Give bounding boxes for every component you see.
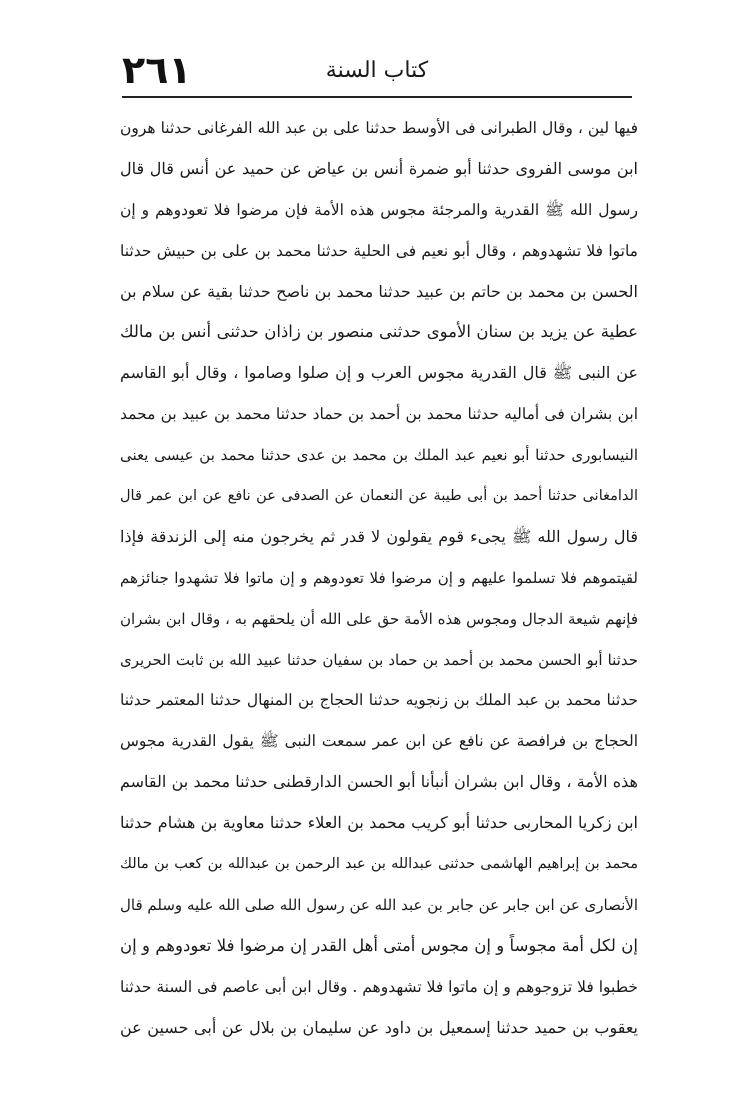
book-title: كتاب السنة — [325, 58, 429, 83]
text-line: الدامغانى حدثنا أحمد بن أبى طيبة عن النعمان عن الصدفى عن نافع عن ابن عمر قال — [120, 488, 638, 505]
text-line: فيها لين ، وقال الطبرانى فى الأوسط حدثنا على بن عبد الله الفرغانى حدثنا هرون — [120, 119, 638, 137]
text-line: لقيتموهم فلا تسلموا عليهم و إن مرضوا فلا تعودوهم و إن ماتوا فلا تشهدوا جنائزهم — [120, 568, 638, 587]
text-line: ابن زكريا المحاربى حدثنا أبو كريب محمد بن العلاء حدثنا معاوية بن هشام حدثنا — [120, 813, 638, 833]
page-header — [122, 48, 632, 96]
page-number: ٢٦١ — [122, 48, 192, 92]
text-line: ابن بشران فى أماليه حدثنا محمد بن أحمد بن حماد حدثنا محمد بن عبيد بن محمد — [120, 405, 638, 424]
text-line: رسول الله ﷺ القدرية والمرجئة مجوس هذه الأمة فإن مرضوا فلا تعودوهم و إن — [120, 200, 638, 219]
text-line: قال رسول الله ﷺ يجىء قوم يقولون لا قدر ثم يخرجون منه إلى الزندقة فإذا — [120, 526, 638, 546]
text-line: إن لكل أمة مجوساً و إن مجوس أمتى أهل القدر إن مرضوا فلا تعودوهم و إن — [120, 935, 638, 955]
text-line: الحجاج بن فرافصة عن نافع عن ابن عمر سمعت النبى ﷺ يقول القدرية مجوس — [120, 732, 638, 751]
page-body-text — [120, 108, 638, 1048]
text-line: يعقوب بن حميد حدثنا إسمعيل بن داود عن سليمان بن بلال عن أبى حسين عن — [120, 1017, 638, 1037]
text-line: النيسابورى حدثنا أبو نعيم عبد الملك بن محمد بن عدى حدثنا محمد بن عيسى يعنى — [120, 446, 638, 465]
text-line: عن النبى ﷺ قال القدرية مجوس العرب و إن صلوا وصاموا ، وقال أبو القاسم — [120, 363, 638, 383]
text-line: ماتوا فلا تشهدوهم ، وقال أبو نعيم فى الحلية حدثنا محمد بن على بن حبيش حدثنا — [120, 241, 638, 260]
text-line: فإنهم شيعة الدجال ومجوس هذه الأمة حق على الله أن يلحقهم به ، وقال ابن بشران — [120, 609, 638, 628]
text-line: محمد بن إبراهيم الهاشمى حدثنى عبدالله بن عبد الرحمن بن عبدالله بن كعب بن مالك — [120, 856, 638, 873]
text-line: الأنصارى عن ابن جابر عن جابر بن عبد الله عن رسول الله صلى الله عليه وسلم قال — [120, 895, 638, 914]
text-line: حدثنا محمد بن عبد الملك بن زنجويه حدثنا الحجاج بن المنهال حدثنا المعتمر حدثنا — [120, 691, 638, 710]
text-line: حدثنا أبو الحسن محمد بن أحمد بن حماد بن سفيان حدثنا عبيد الله بن ثابت الحريرى — [120, 650, 638, 669]
text-line: الحسن بن محمد بن حاتم بن عبيد حدثنا محمد بن ناصح حدثنا بقية عن سلام بن — [120, 281, 638, 301]
text-line: عطية عن يزيد بن سنان الأموى حدثنى منصور بن زاذان حدثنى أنس بن مالك — [120, 322, 638, 342]
header-divider — [122, 96, 632, 98]
text-line: خطبوا فلا تزوجوهم و إن ماتوا فلا تشهدوهم . وقال ابن أبى عاصم فى السنة حدثنا — [120, 977, 638, 996]
text-line: هذه الأمة ، وقال ابن بشران أنبأنا أبو الحسن الدارقطنى حدثنا محمد بن القاسم — [120, 772, 638, 792]
text-line: ابن موسى الفروى حدثنا أبو ضمرة أنس بن عياض عن حميد عن أنس قال قال — [120, 158, 638, 178]
